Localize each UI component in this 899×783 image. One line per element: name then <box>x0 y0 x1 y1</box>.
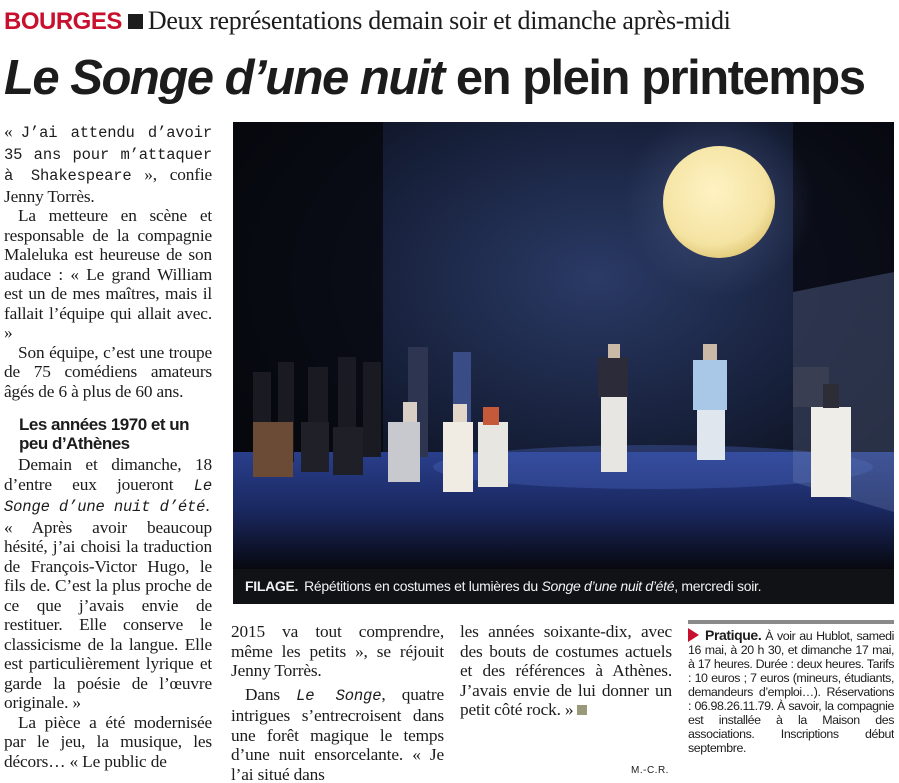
practical-label: Pratique. <box>705 627 762 643</box>
end-mark-icon <box>577 705 587 715</box>
article-column-3 <box>460 622 672 783</box>
practical-details: À voir au Hublot, samedi 16 mai, à 20 h 30, et dimanche 17 mai, à 17 heures. Durée : deux heures. Tarifs : 10 euros ; 7 euros (mineurs, étudiants, demandeurs d’emploi…). Réservations : 06.98.26.11.79. À savoir, la compagnie est installée à la Maison des associations. Inscriptions début septembre. <box>688 629 894 755</box>
photo-caption <box>233 569 894 604</box>
paragraph <box>231 685 444 783</box>
text-run: Dans <box>245 684 297 704</box>
paragraph <box>460 622 672 720</box>
paragraph: 2015 va tout comprendre, même les petits », se réjouit Jenny Torrès. <box>231 622 444 680</box>
moon-prop <box>663 146 775 258</box>
article-deck: Deux représentations demain soir et dimanche après-midi <box>147 6 731 35</box>
intro-attribution: », confie Jenny Torrès. <box>4 165 212 206</box>
caption-play-title: Songe d’une nuit d’été <box>541 578 675 594</box>
article-kicker <box>4 6 899 38</box>
section-label: BOURGES <box>4 8 122 35</box>
headline-title-italic: Le Songe d’une nuit <box>4 51 444 105</box>
caption-text: Répétitions en costumes et lumières du <box>304 578 542 594</box>
practical-info-box <box>688 620 894 783</box>
text-run: les années soixante-dix, avec des bouts de costumes actuels et des références à Athènes. J’avais envie de lui donner un petit côté rock. » <box>460 622 672 719</box>
play-title: Le Songe <box>296 686 382 705</box>
text-run: . <box>205 496 210 515</box>
subheading: Les années 1970 et un peu d’Athènes <box>19 415 189 453</box>
article-column-1 <box>4 122 212 783</box>
paragraph: Son équipe, c’est une troupe de 75 comédiens amateurs âgés de 6 à plus de 60 ans. <box>4 342 212 401</box>
intro-quote: J’ai attendu d’avoir 35 ans pour m’attaquer à Shakespeare <box>4 124 212 185</box>
paragraph: La pièce a été modernisée par le jeu, la musique, les décors… « Le public de <box>4 712 212 771</box>
article-headline <box>4 48 899 110</box>
stage-photo-image <box>233 122 894 569</box>
sidebar-rule <box>688 620 894 624</box>
paragraph <box>4 455 212 518</box>
headline-title-rest: en plein printemps <box>443 51 865 105</box>
text-run: , quatre intrigues s’entrecroisent dans une forêt magique le temps d’une nuit ensorcelante. « Je l’ai situé dans <box>231 684 444 783</box>
play-title: Le Songe d’une nuit d’été <box>4 476 212 516</box>
article-column-2 <box>231 622 444 783</box>
arrow-right-icon <box>688 628 699 642</box>
caption-label: FILAGE. <box>245 578 299 594</box>
text-run: Demain et dimanche, 18 d’entre eux joueront <box>4 455 212 494</box>
stage-photo <box>233 122 894 604</box>
black-square-icon <box>128 14 143 29</box>
practical-info-text <box>688 628 894 755</box>
paragraph: « Après avoir beaucoup hésité, j’ai choisi la traduction de François-Victor Hugo, le fils de. C’est la plus proche de ce que j’avais envie de restituer. Elle conserve le classicisme de la langue. Elle est particulièrement lyrique et garde la poésie de l’œuvre originale. » <box>4 517 212 712</box>
paragraph-intro <box>4 122 212 206</box>
caption-text-end: , mercredi soir. <box>674 578 762 594</box>
quote-open: « <box>4 122 21 141</box>
paragraph: La metteure en scène et responsable de la compagnie Maleluka est heureuse de son audace : « Le grand William est un de mes maîtres, mais il fallait l’équipe qui allait avec. » <box>4 206 212 342</box>
author-signature: M.-C.R. <box>631 765 669 776</box>
